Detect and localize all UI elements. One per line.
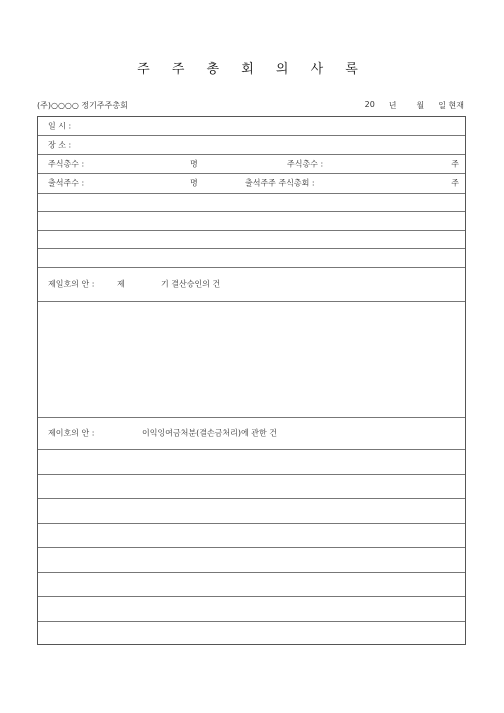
blank-row xyxy=(38,193,465,212)
company-meeting-name: (주)○○○○ 정기주주총회 xyxy=(37,101,128,110)
blank-row xyxy=(38,474,465,499)
blank-row xyxy=(38,230,465,249)
agenda1-text: 기 결산승인의 건 xyxy=(161,279,221,289)
agenda1-prefix: 제 xyxy=(117,279,125,289)
shareholders-total-unit: 명 xyxy=(190,159,198,168)
blank-row xyxy=(38,498,465,524)
agenda1-label: 제일호의 안 : xyxy=(48,279,95,289)
blank-row xyxy=(38,523,465,548)
blank-row xyxy=(38,572,465,597)
blank-row xyxy=(38,596,465,622)
agenda2-label: 제이호의 안 : xyxy=(48,428,95,438)
shares-total-label: 주식총수 : xyxy=(287,159,324,168)
date-day-unit: 일 현재 xyxy=(438,101,464,110)
place-label: 장 소 : xyxy=(48,140,72,149)
blank-row xyxy=(38,211,465,231)
shareholders-total-label: 주식총수 : xyxy=(48,159,85,168)
row-agenda2 xyxy=(38,417,465,450)
agenda1-content-area xyxy=(38,301,465,418)
attend-shareholders-unit: 명 xyxy=(190,178,198,188)
document-title: 주 주 총 회 의 사 록 xyxy=(137,62,367,77)
blank-row xyxy=(38,248,465,268)
row-agenda1 xyxy=(38,267,465,302)
blank-row xyxy=(38,547,465,573)
minutes-form xyxy=(37,116,466,645)
blank-row xyxy=(38,449,465,475)
date-year: 20 xyxy=(364,100,375,109)
row-shareholder-totals xyxy=(38,154,465,174)
datetime-label: 일 시 : xyxy=(48,121,72,131)
row-datetime xyxy=(38,117,465,136)
shares-total-unit: 주 xyxy=(451,159,459,168)
row-place xyxy=(38,135,465,155)
attend-shareholders-label: 출석주수 : xyxy=(48,178,85,188)
date-line xyxy=(365,100,464,111)
date-month-unit: 월 xyxy=(416,101,425,110)
attend-shares-unit: 주 xyxy=(451,178,459,188)
date-year-unit: 년 xyxy=(388,101,397,110)
attend-shares-label: 출석주주 주식총회 : xyxy=(245,178,315,188)
agenda2-text: 이익잉여금처분(결손금처리)에 관한 건 xyxy=(142,428,277,438)
row-attendance xyxy=(38,173,465,194)
